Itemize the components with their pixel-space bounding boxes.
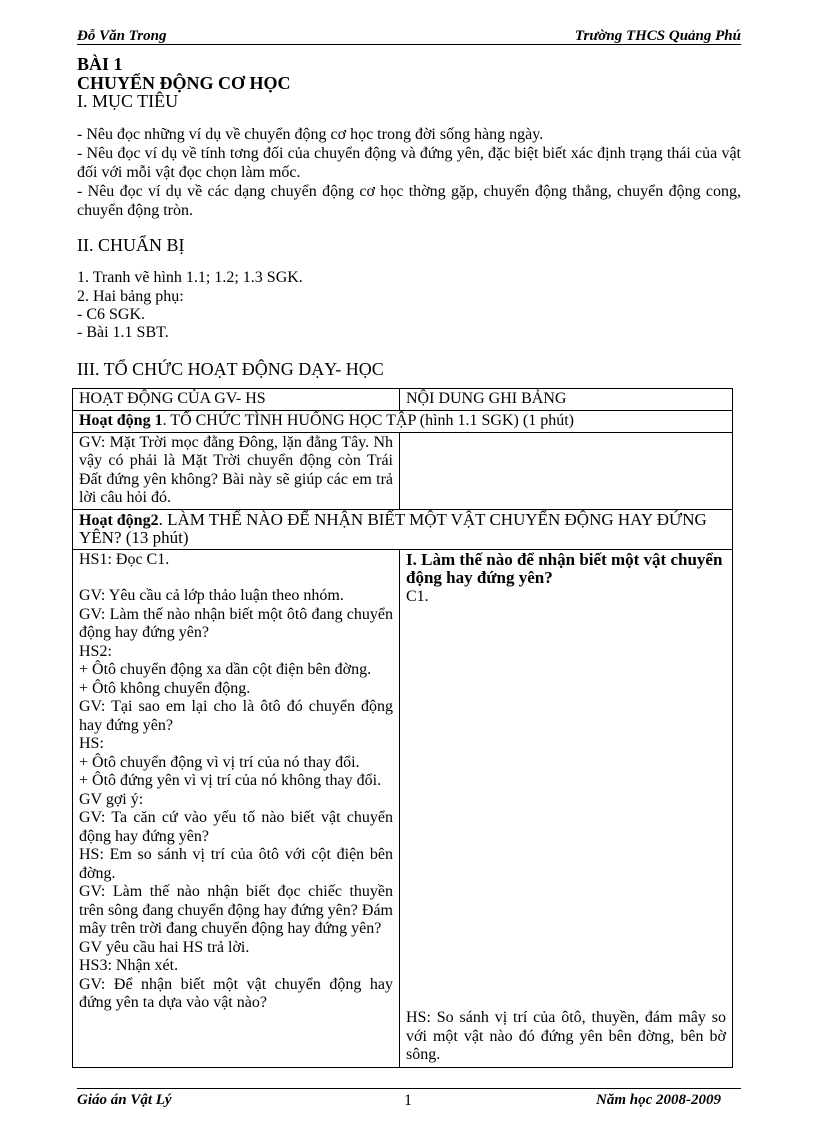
activity1-title-cell	[73, 411, 733, 433]
activity2-content-row	[73, 549, 733, 1067]
activity1-row	[73, 411, 733, 433]
activity2-left-line: HS: Em so sánh vị trí của ôtô với cột điện bên đờng.	[79, 846, 393, 882]
footer-year: Năm học 2008-2009	[596, 1092, 721, 1108]
activity2-left-line: + Ôtô chuyển động vì vị trí của nó thay đổi.	[79, 753, 360, 771]
activity2-left-line: + Ôtô không chuyển động.	[79, 679, 251, 697]
header-left-cell	[73, 389, 400, 411]
activity2-left-line: + Ôtô đứng yên vì vị trí của nó không thay đổi.	[79, 772, 382, 789]
right-c1: C1.	[406, 587, 429, 605]
activity2-left-line: GV: Yêu cầu cả lớp thảo luận theo nhóm.	[79, 587, 344, 604]
objective-2: - Nêu đọc ví dụ về tính tơng đối của chuyển động và đứng yên, đặc biệt biết xác định trạng thái của vật đối với mỗi vật đọc chọn làm mốc.	[77, 145, 741, 181]
activity2-left-line: GV: Tại sao em lại cho là ôtô đó chuyển động hay đứng yên?	[79, 698, 393, 734]
prep-item-2: 2. Hai bảng phụ:	[77, 288, 184, 305]
lesson-title: CHUYỂN ĐỘNG CƠ HỌC	[77, 73, 291, 93]
activity2-left-line: HS1: Đọc C1.	[79, 550, 170, 568]
activity-table	[72, 388, 733, 1068]
activity1-content-row	[73, 432, 733, 509]
section3-title: III. TỔ CHỨC HOẠT ĐỘNG DẠY- HỌC	[77, 359, 384, 379]
prep-item-4: - Bài 1.1 SBT.	[77, 324, 169, 341]
activity2-left-cell	[73, 549, 400, 1067]
right-answer: HS: So sánh vị trí của ôtô, thuyền, đám mây so với một vật nào đó đứng yên bên đờng, bên bờ sông.	[406, 1009, 726, 1063]
prep-item-3: - C6 SGK.	[77, 306, 146, 323]
activity2-left-line: HS2:	[79, 642, 112, 660]
section1-title: I. MỤC TIÊU	[77, 91, 179, 111]
activity2-title-cell	[73, 509, 733, 549]
activity2-left-line: HS:	[79, 735, 104, 752]
activity1-right-cell	[400, 432, 733, 509]
activity2-text: . LÀM THẾ NÀO ĐỂ NHẬN BIẾT MỘT VẬT CHUYỂN ĐỘNG HAY ĐỨNG YÊN? (13 phút)	[79, 509, 707, 547]
header-school: Trường THCS Quảng Phú	[574, 28, 741, 44]
page-header	[77, 26, 741, 46]
activity1-left-cell	[73, 432, 400, 509]
header-rule	[77, 44, 741, 45]
activity2-left-line: GV: Ta căn cứ vào yếu tố nào biết vật chuyển động hay đứng yên?	[79, 809, 393, 845]
footer-rule	[77, 1088, 741, 1089]
page-number: 1	[404, 1092, 412, 1109]
activity2-left-line	[79, 569, 393, 587]
activity1-label: Hoạt động 1	[79, 412, 163, 429]
activity2-right-cell	[400, 549, 733, 1067]
header-author: Đỗ Văn Trong	[77, 28, 167, 44]
objective-3: - Nêu đọc ví dụ về các dạng chuyển động cơ học thờng gặp, chuyển động thẳng, chuyển động cong, chuyển động tròn.	[77, 183, 741, 219]
activity1-text: . TỔ CHỨC TÌNH HUỐNG HỌC TẬP (hình 1.1 SGK) (1 phút)	[162, 412, 574, 429]
right-heading: I. Làm thế nào để nhận biết một vật chuyển động hay đứng yên?	[406, 549, 723, 587]
header-right-cell	[400, 389, 733, 411]
header-right-text: NỘI DUNG GHI BẢNG	[406, 390, 567, 407]
activity1-left-text: GV: Mặt Trời mọc đằng Đông, lặn đằng Tây. Nh vậy có phải là Mặt Trời chuyển động còn Trái Đất đứng yên không? Bài này sẽ giúp các em trả lời câu hỏi đó.	[79, 433, 393, 506]
activity2-left-line: GV: Làm thế nào nhận biết đọc chiếc thuyền trên sông đang chuyển động hay đứng yên? Đám mây trên trời đang chuyển động hay đứng yên?	[79, 883, 393, 937]
header-left-text: HOẠT ĐỘNG CỦA GV- HS	[79, 390, 266, 407]
lesson-number: BÀI 1	[77, 54, 123, 74]
activity2-left-line: GV gợi ý:	[79, 790, 144, 808]
activity2-label: Hoạt động2	[79, 511, 159, 529]
prep-item-1: 1. Tranh vẽ hình 1.1; 1.2; 1.3 SGK.	[77, 269, 303, 286]
section2-title: II. CHUẨN BỊ	[77, 235, 185, 255]
activity2-row	[73, 509, 733, 549]
activity2-left-line: + Ôtô chuyển động xa dần cột điện bên đờng.	[79, 661, 372, 678]
activity2-left-line: HS3: Nhận xét.	[79, 957, 179, 974]
activity2-left-line: GV: Làm thế nào nhận biết một ôtô đang chuyển động hay đứng yên?	[79, 605, 393, 641]
page-footer	[77, 1092, 741, 1112]
activity2-left-line: GV yêu cầu hai HS trả lời.	[79, 938, 250, 956]
objective-1: - Nêu đọc những ví dụ về chuyển động cơ học trong đời sống hàng ngày.	[77, 126, 544, 143]
table-header-row	[73, 389, 733, 411]
activity2-left-lines	[79, 551, 393, 1013]
footer-subject: Giáo án Vật Lý	[77, 1092, 172, 1108]
activity2-left-line: GV: Để nhận biết một vật chuyển động hay đứng yên ta dựa vào vật nào?	[79, 975, 393, 1011]
